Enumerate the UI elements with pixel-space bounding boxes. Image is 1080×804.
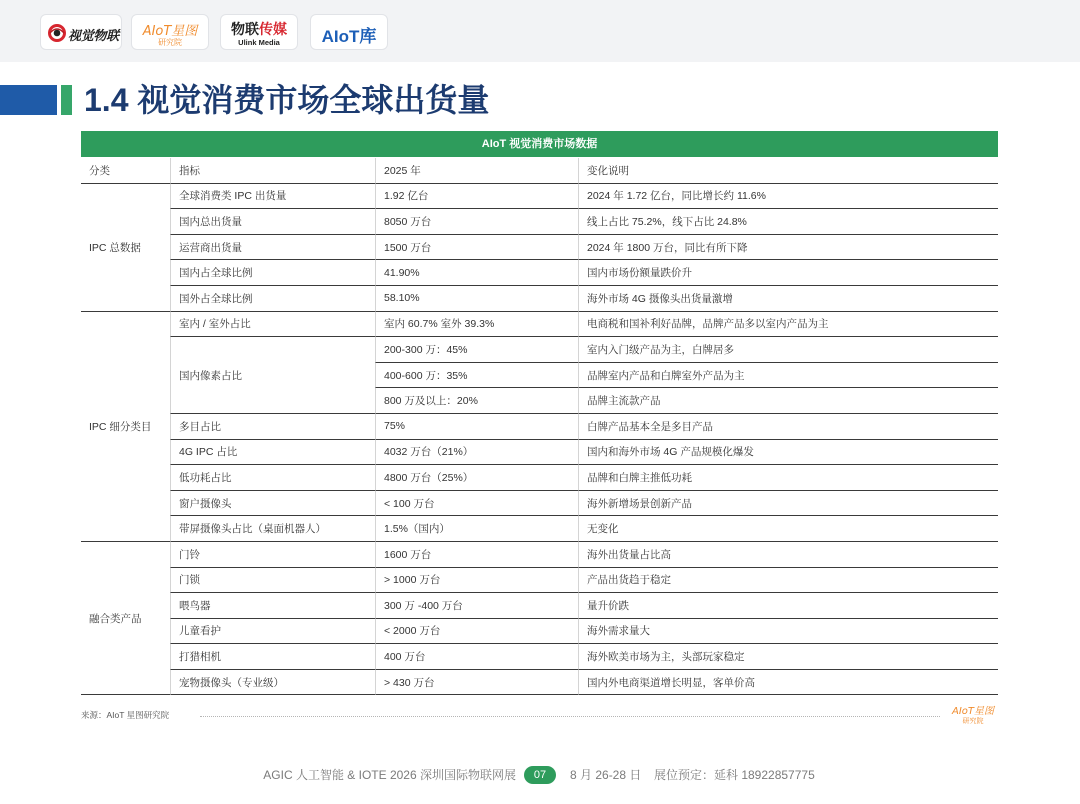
logo-text <box>221 19 297 39</box>
aiot-xingtu-logo <box>131 14 209 50</box>
value-cell: 400-600 万：35% <box>375 363 578 389</box>
table-caption: AIoT 视觉消费市场数据 <box>81 131 998 157</box>
shijue-wulian-logo <box>40 14 122 50</box>
note-cell: 国内市场份额量跌价升 <box>578 260 998 286</box>
logo-text-part: 物联 <box>231 21 259 37</box>
value-cell: > 430 万台 <box>375 670 578 696</box>
note-cell: 国内和海外市场 4G 产品规模化爆发 <box>578 440 998 466</box>
indicator-cell: 运营商出货量 <box>170 235 375 261</box>
value-cell: 4800 万台（25%） <box>375 465 578 491</box>
value-cell: 75% <box>375 414 578 440</box>
page-number-badge: 07 <box>524 766 556 784</box>
title-accent-blue <box>0 85 57 115</box>
column-header-category: 分类 <box>81 158 170 184</box>
footer-event-name: AGIC 人工智能 & IOTE 2026 深圳国际物联网展 <box>263 768 516 782</box>
note-cell: 品牌室内产品和白牌室外产品为主 <box>578 363 998 389</box>
logo-text-part: 传媒 <box>259 21 287 37</box>
category-cell: IPC 细分类目 <box>81 312 170 542</box>
eye-logo-icon <box>47 23 67 43</box>
value-cell: 1500 万台 <box>375 235 578 261</box>
indicator-cell: 打猎相机 <box>170 644 375 670</box>
aiot-ku-logo <box>310 14 388 50</box>
value-cell: 8050 万台 <box>375 209 578 235</box>
value-cell: 1.5%（国内） <box>375 516 578 542</box>
logo-subtext: Ulink Media <box>238 38 280 47</box>
note-cell: 国内外电商渠道增长明显，客单价高 <box>578 670 998 696</box>
indicator-cell: 国内占全球比例 <box>170 260 375 286</box>
category-cell: 融合类产品 <box>81 542 170 696</box>
indicator-cell: 带屏摄像头占比（桌面机器人） <box>170 516 375 542</box>
value-cell: 200-300 万：45% <box>375 337 578 363</box>
column-header-indicator: 指标 <box>170 158 375 184</box>
data-table <box>81 158 998 695</box>
value-cell: < 2000 万台 <box>375 619 578 645</box>
value-cell: 1600 万台 <box>375 542 578 568</box>
note-cell: 海外欧美市场为主，头部玩家稳定 <box>578 644 998 670</box>
indicator-cell: 窗户摄像头 <box>170 491 375 517</box>
indicator-cell: 宠物摄像头（专业级） <box>170 670 375 696</box>
logo-text: AIoT星图 <box>142 24 198 39</box>
logo-subtext: 研究院 <box>962 718 984 725</box>
ulink-media-logo <box>220 14 298 50</box>
note-cell: 海外市场 4G 摄像头出货量激增 <box>578 286 998 312</box>
indicator-cell: 室内 / 室外占比 <box>170 312 375 338</box>
value-cell: 1.92 亿台 <box>375 184 578 210</box>
note-cell: 海外需求量大 <box>578 619 998 645</box>
page-title: 1.4 视觉消费市场全球出货量 <box>84 82 490 118</box>
value-cell: 室内 60.7% 室外 39.3% <box>375 312 578 338</box>
indicator-cell: 低功耗占比 <box>170 465 375 491</box>
value-cell: 800 万及以上：20% <box>375 388 578 414</box>
note-cell: 电商税和国补利好品牌，品牌产品多以室内产品为主 <box>578 312 998 338</box>
note-cell: 2024 年 1800 万台，同比有所下降 <box>578 235 998 261</box>
indicator-cell: 全球消费类 IPC 出货量 <box>170 184 375 210</box>
column-header-year: 2025 年 <box>375 158 578 184</box>
value-cell: 400 万台 <box>375 644 578 670</box>
logo-text: AIoT星图 <box>951 706 995 717</box>
logo-text: 视觉物联 <box>68 28 119 43</box>
indicator-cell: 国内总出货量 <box>170 209 375 235</box>
note-cell: 白牌产品基本全是多目产品 <box>578 414 998 440</box>
value-cell: 300 万 -400 万台 <box>375 593 578 619</box>
value-cell: 41.90% <box>375 260 578 286</box>
note-cell: 无变化 <box>578 516 998 542</box>
indicator-cell: 门铃 <box>170 542 375 568</box>
value-cell: > 1000 万台 <box>375 568 578 594</box>
indicator-cell: 多目占比 <box>170 414 375 440</box>
title-accent-green <box>61 85 72 115</box>
value-cell: 58.10% <box>375 286 578 312</box>
indicator-cell: 国外占全球比例 <box>170 286 375 312</box>
source-note: 来源：AIoT 星图研究院 <box>81 710 170 720</box>
logo-subtext: 研究院 <box>158 38 182 47</box>
indicator-cell: 喂鸟器 <box>170 593 375 619</box>
logo-text: AIoT库 <box>321 27 377 46</box>
column-header-note: 变化说明 <box>578 158 998 184</box>
note-cell: 品牌主流款产品 <box>578 388 998 414</box>
note-cell: 量升价跌 <box>578 593 998 619</box>
dotted-divider <box>200 716 940 717</box>
value-cell: 4032 万台（21%） <box>375 440 578 466</box>
indicator-cell: 门锁 <box>170 568 375 594</box>
footer-booking-contact: 展位预定：延科 18922857775 <box>654 768 815 782</box>
value-cell: < 100 万台 <box>375 491 578 517</box>
indicator-cell: 儿童看护 <box>170 619 375 645</box>
footer-event-dates: 8 月 26-28 日 <box>570 768 642 782</box>
note-cell: 2024 年 1.72 亿台，同比增长约 11.6% <box>578 184 998 210</box>
note-cell: 线上占比 75.2%，线下占比 24.8% <box>578 209 998 235</box>
note-cell: 室内入门级产品为主，白牌居多 <box>578 337 998 363</box>
note-cell: 产品出货趋于稳定 <box>578 568 998 594</box>
category-cell: IPC 总数据 <box>81 184 170 312</box>
note-cell: 海外出货量占比高 <box>578 542 998 568</box>
aiot-xingtu-small-logo <box>944 702 1002 730</box>
indicator-cell: 4G IPC 占比 <box>170 440 375 466</box>
note-cell: 品牌和白牌主推低功耗 <box>578 465 998 491</box>
note-cell: 海外新增场景创新产品 <box>578 491 998 517</box>
indicator-cell: 国内像素占比 <box>170 337 375 414</box>
